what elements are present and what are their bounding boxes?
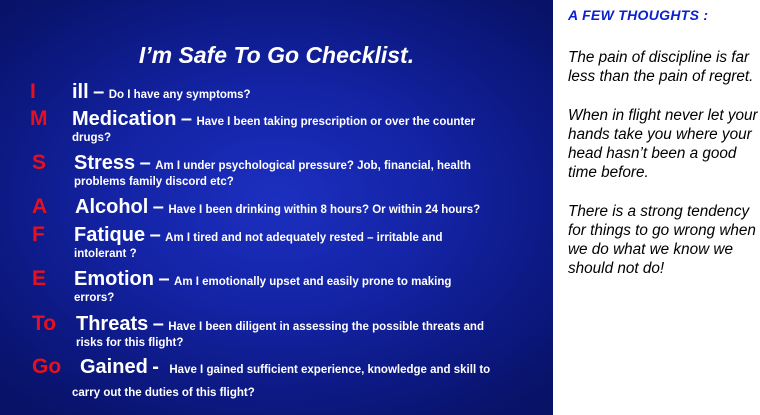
- item-question: Have I been diligent in assessing the possible threats and: [168, 321, 484, 333]
- item-term: Gained: [80, 356, 148, 378]
- item-question-continued: problems family discord etc?: [74, 176, 234, 188]
- thought-paragraph: There is a strong tendency for things to go wrong when we do what we know we should not do!: [568, 203, 756, 277]
- thought-paragraph: The pain of discipline is far less than the pain of regret.: [568, 49, 754, 85]
- item-term: ill: [72, 81, 89, 103]
- item-term: Threats: [76, 313, 149, 335]
- item-letter: Go: [32, 355, 62, 378]
- item-question: Have I gained sufficient experience, knowledge and skill to: [169, 364, 491, 376]
- slide-title: I’m Safe To Go Checklist.: [138, 42, 415, 68]
- thought-paragraph: When in flight never let your hands take you where your head hasn’t been a good time before.: [568, 107, 758, 181]
- item-dash: –: [152, 196, 164, 218]
- item-letter: F: [32, 223, 45, 246]
- item-letter: A: [32, 195, 48, 218]
- item-question: Am I under psychological pressure? Job, financial, health: [155, 160, 471, 172]
- item-letter: M: [30, 107, 48, 130]
- item-term: Stress: [74, 152, 136, 174]
- item-question: Have I been taking prescription or over the counter: [196, 116, 476, 128]
- item-letter: S: [32, 151, 47, 174]
- item-term: Alcohol: [75, 196, 149, 218]
- item-letter: To: [32, 312, 57, 335]
- item-question: Am I emotionally upset and easily prone to making: [174, 276, 452, 288]
- item-dash: –: [139, 152, 151, 174]
- item-question-continued: errors?: [74, 292, 115, 304]
- item-dash: –: [158, 268, 170, 290]
- thoughts-heading: A FEW THOUGHTS :: [568, 7, 709, 23]
- item-dash: –: [93, 81, 105, 103]
- item-dash: –: [152, 313, 164, 335]
- item-question: Do I have any symptoms?: [108, 89, 251, 101]
- item-term: Fatique: [74, 224, 146, 246]
- item-term: Emotion: [74, 268, 154, 290]
- thoughts-panel: [568, 6, 758, 298]
- item-term: Medication: [72, 108, 177, 130]
- item-question: Am I tired and not adequately rested – irritable and: [165, 232, 443, 244]
- item-dash: -: [152, 356, 159, 378]
- item-question-continued: carry out the duties of this flight?: [72, 387, 255, 399]
- item-question: Have I been drinking within 8 hours? Or within 24 hours?: [168, 204, 481, 216]
- item-letter: E: [32, 267, 47, 290]
- item-question-continued: intolerant ?: [74, 248, 137, 260]
- item-letter: I: [30, 80, 36, 103]
- item-dash: –: [149, 224, 161, 246]
- item-question-continued: risks for this flight?: [76, 337, 184, 349]
- item-question-continued: drugs?: [72, 132, 111, 144]
- item-dash: –: [180, 108, 193, 130]
